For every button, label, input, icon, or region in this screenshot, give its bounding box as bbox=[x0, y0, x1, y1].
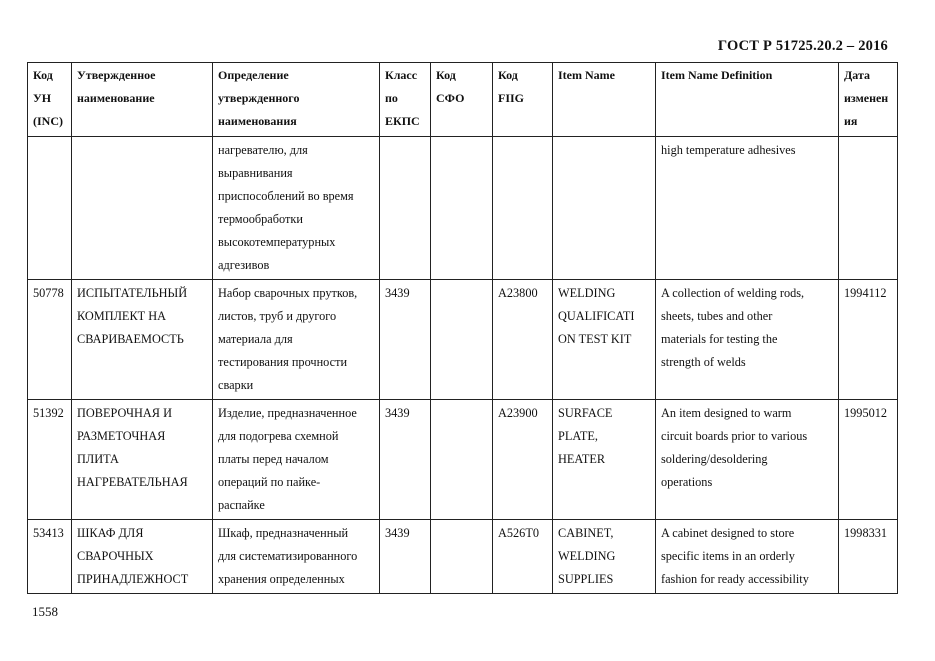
cell-line: выравнивания bbox=[218, 166, 293, 180]
cell-line: утвержденного bbox=[218, 91, 300, 105]
cell-line: высокотемпературных bbox=[218, 235, 336, 249]
col-header-sfo bbox=[431, 63, 493, 137]
col-header-fiig bbox=[493, 63, 553, 137]
cell-line: сварки bbox=[218, 378, 254, 392]
cell-item-definition bbox=[656, 520, 839, 594]
cell-line: circuit boards prior to various bbox=[661, 429, 808, 443]
cell-line: Код bbox=[498, 68, 518, 82]
cell-line: SURFACE bbox=[558, 406, 613, 420]
cell-code bbox=[28, 137, 72, 280]
cell-date: 1998331 bbox=[839, 520, 898, 594]
table-row bbox=[28, 400, 898, 520]
cell-line: КОМПЛЕКТ НА bbox=[77, 309, 166, 323]
cell-line: ON TEST KIT bbox=[558, 332, 632, 346]
cell-name bbox=[72, 520, 213, 594]
cell-line: наименование bbox=[77, 91, 155, 105]
cell-item-name bbox=[553, 137, 656, 280]
cell-fiig: A526T0 bbox=[493, 520, 553, 594]
col-header-definition bbox=[213, 63, 380, 137]
cell-definition bbox=[213, 137, 380, 280]
cell-class bbox=[380, 137, 431, 280]
cell-line: Шкаф, предназначенный bbox=[218, 526, 349, 540]
cell-line: Код bbox=[436, 68, 456, 82]
cell-line: Изделие, предназначенное bbox=[218, 406, 357, 420]
cell-line: high temperature adhesives bbox=[661, 143, 796, 157]
cell-sfo bbox=[431, 280, 493, 400]
col-header-item-definition bbox=[656, 63, 839, 137]
table-header-row bbox=[28, 63, 898, 137]
cell-line: PLATE, bbox=[558, 429, 598, 443]
cell-date: 1994112 bbox=[839, 280, 898, 400]
cell-line: strength of welds bbox=[661, 355, 746, 369]
cell-item-definition bbox=[656, 137, 839, 280]
cell-item-name bbox=[553, 280, 656, 400]
cell-line: Определение bbox=[218, 68, 289, 82]
cell-fiig bbox=[493, 137, 553, 280]
cell-line: для систематизированного bbox=[218, 549, 358, 563]
cell-line: СВАРОЧНЫХ bbox=[77, 549, 154, 563]
cell-definition bbox=[213, 520, 380, 594]
cell-fiig: A23900 bbox=[493, 400, 553, 520]
cell-line: изменен bbox=[844, 91, 889, 105]
cell-line: SUPPLIES bbox=[558, 572, 614, 586]
cell-line: Item Name bbox=[558, 68, 615, 82]
cell-line: СФО bbox=[436, 91, 465, 105]
cell-line: Набор сварочных прутков, bbox=[218, 286, 358, 300]
cell-line: ИСПЫТАТЕЛЬНЫЙ bbox=[77, 286, 188, 300]
cell-line: нагревателю, для bbox=[218, 143, 308, 157]
cell-code: 51392 bbox=[28, 400, 72, 520]
cell-line: ия bbox=[844, 114, 858, 128]
cell-line: QUALIFICATI bbox=[558, 309, 635, 323]
cell-line: ЕКПС bbox=[385, 114, 420, 128]
cell-date bbox=[839, 137, 898, 280]
table-row bbox=[28, 280, 898, 400]
table-row bbox=[28, 520, 898, 594]
cell-date: 1995012 bbox=[839, 400, 898, 520]
col-header-name bbox=[72, 63, 213, 137]
cell-line: Утвержденное bbox=[77, 68, 156, 82]
cell-line: тестирования прочности bbox=[218, 355, 348, 369]
cell-line: НАГРЕВАТЕЛЬНАЯ bbox=[77, 475, 188, 489]
classification-table bbox=[27, 62, 898, 594]
cell-line: ПОВЕРОЧНАЯ И bbox=[77, 406, 172, 420]
cell-line: операций по пайке- bbox=[218, 475, 321, 489]
cell-line: УН bbox=[33, 91, 52, 105]
cell-line: WELDING bbox=[558, 549, 616, 563]
cell-line: для подогрева схемной bbox=[218, 429, 339, 443]
cell-line: operations bbox=[661, 475, 713, 489]
col-header-item-name bbox=[553, 63, 656, 137]
cell-line: листов, труб и другого bbox=[218, 309, 337, 323]
cell-line: (INC) bbox=[33, 114, 63, 128]
cell-class: 3439 bbox=[380, 280, 431, 400]
cell-sfo bbox=[431, 400, 493, 520]
cell-line: адгезивов bbox=[218, 258, 270, 272]
col-header-class bbox=[380, 63, 431, 137]
cell-line: распайке bbox=[218, 498, 265, 512]
cell-line: хранения определенных bbox=[218, 572, 345, 586]
cell-code: 53413 bbox=[28, 520, 72, 594]
cell-line: материала для bbox=[218, 332, 293, 346]
cell-line: CABINET, bbox=[558, 526, 614, 540]
cell-item-name bbox=[553, 400, 656, 520]
cell-line: WELDING bbox=[558, 286, 616, 300]
cell-line: платы перед началом bbox=[218, 452, 329, 466]
cell-line: Дата bbox=[844, 68, 870, 82]
cell-line: HEATER bbox=[558, 452, 606, 466]
cell-code: 50778 bbox=[28, 280, 72, 400]
col-header-code bbox=[28, 63, 72, 137]
cell-definition bbox=[213, 400, 380, 520]
cell-name bbox=[72, 137, 213, 280]
cell-name bbox=[72, 280, 213, 400]
cell-line: ПЛИТА bbox=[77, 452, 119, 466]
cell-item-definition bbox=[656, 280, 839, 400]
cell-line: fashion for ready accessibility bbox=[661, 572, 809, 586]
cell-line: Код bbox=[33, 68, 53, 82]
table-row bbox=[28, 137, 898, 280]
cell-line: specific items in an orderly bbox=[661, 549, 795, 563]
cell-line: термообработки bbox=[218, 212, 303, 226]
cell-line: Item Name Definition bbox=[661, 68, 773, 82]
cell-line: Класс bbox=[385, 68, 418, 82]
cell-line: по bbox=[385, 91, 398, 105]
cell-name bbox=[72, 400, 213, 520]
cell-definition bbox=[213, 280, 380, 400]
cell-line: ШКАФ ДЛЯ bbox=[77, 526, 144, 540]
cell-line: A collection of welding rods, bbox=[661, 286, 805, 300]
cell-item-definition bbox=[656, 400, 839, 520]
cell-sfo bbox=[431, 137, 493, 280]
cell-line: РАЗМЕТОЧНАЯ bbox=[77, 429, 166, 443]
cell-line: СВАРИВАЕМОСТЬ bbox=[77, 332, 184, 346]
document-title: ГОСТ Р 51725.20.2 – 2016 bbox=[717, 38, 888, 54]
cell-line: ПРИНАДЛЕЖНОСТ bbox=[77, 572, 189, 586]
cell-line: A cabinet designed to store bbox=[661, 526, 795, 540]
cell-line: FIIG bbox=[498, 91, 525, 105]
cell-line: наименования bbox=[218, 114, 297, 128]
cell-item-name bbox=[553, 520, 656, 594]
cell-sfo bbox=[431, 520, 493, 594]
cell-class: 3439 bbox=[380, 520, 431, 594]
cell-line: soldering/desoldering bbox=[661, 452, 768, 466]
cell-line: sheets, tubes and other bbox=[661, 309, 773, 323]
cell-line: приспособлений во время bbox=[218, 189, 354, 203]
cell-class: 3439 bbox=[380, 400, 431, 520]
col-header-date bbox=[839, 63, 898, 137]
cell-line: materials for testing the bbox=[661, 332, 778, 346]
cell-fiig: A23800 bbox=[493, 280, 553, 400]
page-number: 1558 bbox=[32, 604, 58, 619]
cell-line: An item designed to warm bbox=[661, 406, 792, 420]
